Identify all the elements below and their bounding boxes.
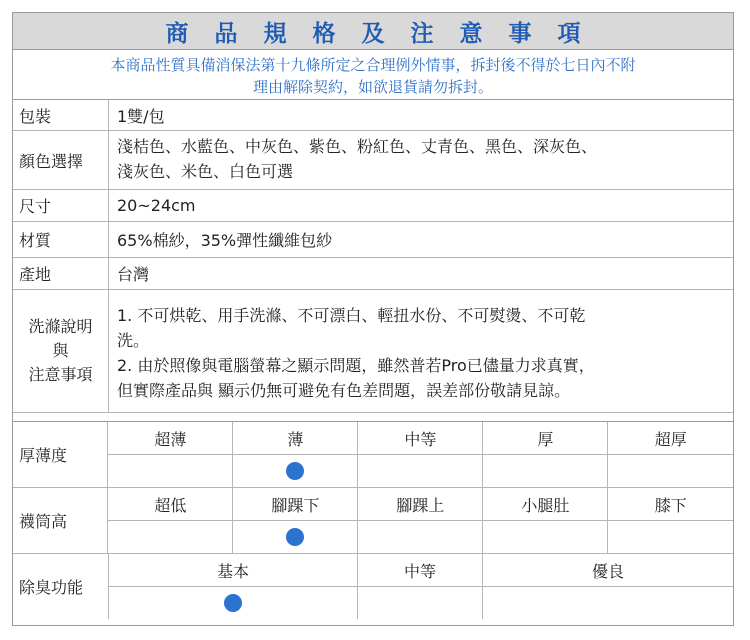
spec-row-care — [13, 290, 733, 413]
spec-table — [12, 12, 734, 626]
colors-line-1: 淺桔色、水藍色、中灰色、紫色、粉紅色、丈青色、黑色、深灰色、 — [117, 137, 598, 156]
spec-row-packaging — [13, 100, 733, 131]
care-label-line-1: 洗滌說明 — [28, 317, 93, 336]
option-marks — [108, 520, 733, 553]
option-label: 超厚 — [654, 429, 687, 449]
option-label: 基本 — [109, 554, 358, 586]
option-label: 薄 — [233, 422, 358, 454]
care-line-1: 1. 不可烘乾、用手洗滌、不可漂白、輕扭水份、不可熨燙、不可乾 — [117, 306, 586, 325]
option-label: 膝下 — [654, 495, 687, 515]
colors-line-2: 淺灰色、米色、白色可選 — [117, 162, 294, 181]
option-marks — [109, 586, 733, 619]
option-marks — [108, 454, 733, 487]
option-label: 超低 — [108, 488, 233, 520]
notice-line-2: 理由解除契約，如欲退貨請勿拆封。 — [252, 78, 493, 96]
rating-label: 厚薄度 — [13, 422, 108, 487]
spec-label: 產地 — [13, 258, 109, 289]
option-label: 厚 — [483, 422, 608, 454]
spec-label: 尺寸 — [13, 190, 109, 221]
option-mark — [358, 455, 483, 487]
option-mark — [608, 455, 733, 487]
spec-value: 台灣 — [117, 265, 150, 284]
notice-line-1: 本商品性質具備消保法第十九條所定之合理例外情事，拆封後不得於七日內不附 — [110, 56, 636, 74]
spec-value — [109, 290, 733, 412]
selected-dot — [286, 528, 304, 546]
rating-thickness — [13, 422, 733, 488]
option-mark — [483, 455, 608, 487]
spec-value: 1雙/包 — [117, 106, 165, 126]
table-title-bar — [13, 13, 733, 50]
spec-row-size — [13, 190, 733, 222]
selected-dot — [224, 594, 242, 612]
spec-row-origin — [13, 258, 733, 290]
option-mark — [109, 587, 358, 619]
option-mark — [233, 455, 358, 487]
option-labels — [108, 422, 733, 454]
option-labels — [109, 554, 733, 586]
option-mark — [108, 521, 233, 553]
option-mark — [483, 521, 608, 553]
spec-label: 顏色選擇 — [13, 131, 109, 189]
spec-value: 20~24cm — [117, 196, 196, 215]
selected-dot — [286, 462, 304, 480]
spec-label: 包裝 — [13, 100, 109, 130]
spec-label: 材質 — [13, 222, 109, 257]
option-mark — [608, 521, 733, 553]
option-label: 中等 — [358, 422, 483, 454]
care-line-4: 但實際產品與 顯示仍無可避免有色差問題，誤差部份敬請見諒。 — [117, 381, 571, 400]
spec-row-colors — [13, 131, 733, 190]
option-mark — [483, 587, 733, 619]
table-title: 商品規格及注意事項 — [165, 20, 607, 47]
spec-value — [109, 131, 733, 189]
spec-row-material — [13, 222, 733, 258]
return-policy-notice — [13, 50, 733, 100]
section-divider — [13, 413, 733, 422]
option-mark — [358, 521, 483, 553]
rating-sock-height — [13, 488, 733, 554]
rating-label: 襪筒高 — [13, 488, 108, 553]
care-label-line-3: 注意事項 — [28, 365, 93, 384]
rating-deodorant — [13, 554, 733, 619]
option-label: 腳踝上 — [358, 488, 483, 520]
option-labels — [108, 488, 733, 520]
care-line-3: 2. 由於照像與電腦螢幕之顯示問題，雖然普若Pro已儘量力求真實， — [117, 356, 595, 375]
care-line-2: 洗。 — [117, 331, 150, 350]
spec-label — [13, 290, 109, 412]
rating-label: 除臭功能 — [13, 554, 109, 619]
option-label: 超薄 — [108, 422, 233, 454]
option-label: 小腿肚 — [483, 488, 608, 520]
care-label-line-2: 與 — [52, 341, 69, 360]
option-mark — [108, 455, 233, 487]
option-mark — [233, 521, 358, 553]
spec-value: 65%棉紗，35%彈性纖維包紗 — [117, 231, 333, 250]
option-label: 優良 — [591, 561, 624, 581]
option-label: 腳踝下 — [233, 488, 358, 520]
option-mark — [358, 587, 483, 619]
option-label: 中等 — [358, 554, 483, 586]
